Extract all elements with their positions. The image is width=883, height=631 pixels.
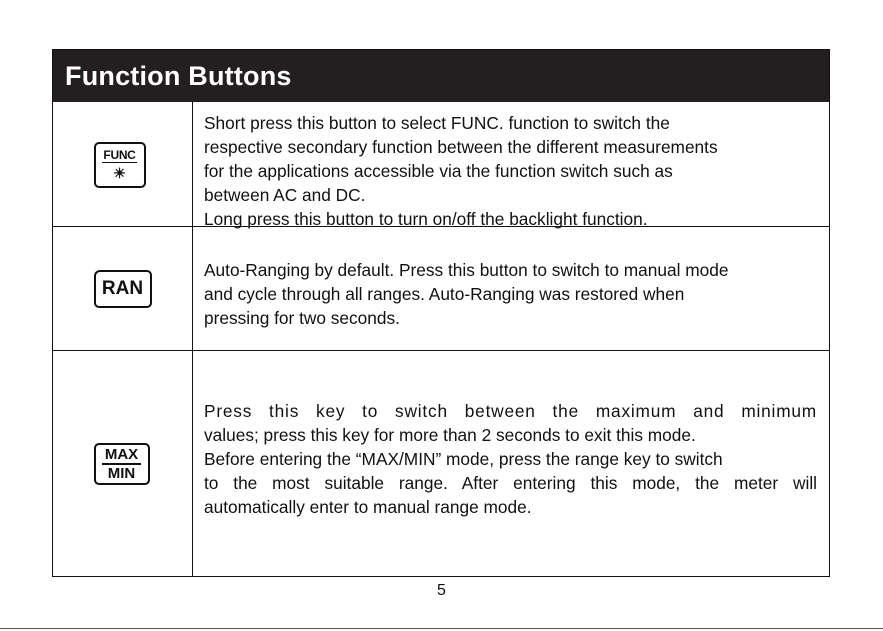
text-line: respective secondary function between the different measurements (204, 137, 718, 157)
text-line: Press this key to switch between the maximum and minimum (204, 401, 817, 421)
range-description (204, 258, 729, 330)
text-line: for the applications accessible via the function switch such as (204, 161, 673, 181)
text-line: Short press this button to select FUNC. function to switch the (204, 113, 670, 133)
icon-cell (53, 102, 193, 228)
func-description (204, 111, 718, 231)
func-key-icon (94, 142, 146, 188)
text-line: Long press this button to turn on/off the backlight function. (204, 209, 648, 229)
table-header (53, 50, 829, 102)
icon-cell (53, 227, 193, 351)
min-key-label: MIN (107, 465, 136, 482)
page-number: 5 (437, 582, 446, 599)
text-line: values; press this key for more than 2 seconds to exit this mode. (204, 425, 696, 445)
description-cell (193, 102, 829, 228)
table-row-maxmin (53, 350, 829, 577)
text-line: pressing for two seconds. (204, 308, 400, 328)
table-row-func (53, 102, 829, 228)
description-cell (193, 227, 829, 351)
text-line: Auto-Ranging by default. Press this button to switch to manual mode (204, 260, 729, 280)
bottom-divider (0, 628, 883, 629)
range-key-icon (94, 270, 152, 308)
func-key-label: FUNC (103, 148, 136, 162)
max-key-label: MAX (102, 446, 141, 465)
table-title: Function Buttons (65, 60, 292, 91)
description-cell (193, 351, 829, 577)
text-line: automatically enter to manual range mode. (204, 497, 532, 517)
max-min-description (204, 399, 817, 519)
text-line: and cycle through all ranges. Auto-Ranging was restored when (204, 284, 685, 304)
function-buttons-table (52, 49, 830, 577)
text-line: Before entering the “MAX/MIN” mode, press the range key to switch (204, 449, 723, 469)
table-row-ran (53, 226, 829, 351)
icon-cell (53, 351, 193, 577)
text-line: between AC and DC. (204, 185, 366, 205)
max-min-key-icon (94, 443, 150, 485)
backlight-sun-icon: ☀ (113, 165, 126, 181)
range-key-label: RAN (101, 278, 144, 299)
text-line: to the most suitable range. After entering this mode, the meter will (204, 473, 817, 493)
